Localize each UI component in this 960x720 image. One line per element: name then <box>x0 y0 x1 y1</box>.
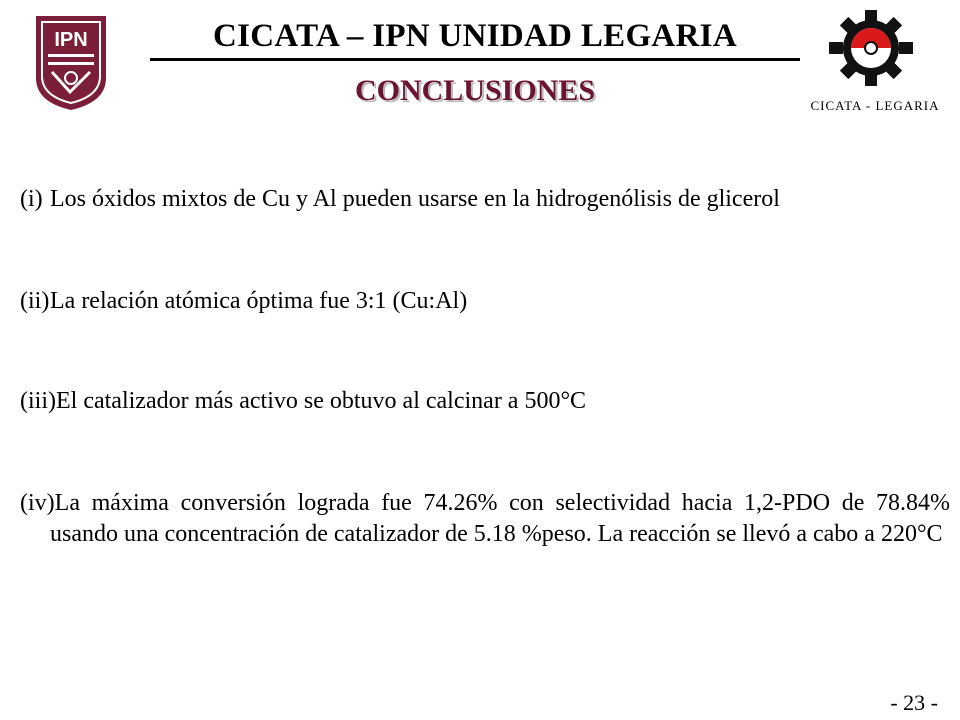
section-heading: CONCLUSIONES <box>354 74 596 107</box>
ipn-shield-logo-icon <box>30 12 112 112</box>
logo-caption: CICATA - LEGARIA <box>810 98 940 113</box>
item-text: La relación atómica óptima fue 3:1 (Cu:Al) <box>50 288 468 314</box>
item-text: La máxima conversión lograda fue 74.26% con selectividad hacia 1,2-PDO de 78.84% usando una concentración de catalizador de 5.18 %peso. La reacción se llevó a cabo a 220°C <box>50 490 950 547</box>
page-number: - 23 - <box>890 690 938 715</box>
title-divider <box>150 58 800 61</box>
item-marker: (iv) <box>20 490 55 516</box>
item-marker: (ii) <box>20 288 50 314</box>
item-marker: (i) <box>20 186 43 212</box>
cicata-gear-logo-icon <box>826 8 916 88</box>
page-title: CICATA – IPN UNIDAD LEGARIA <box>213 18 737 54</box>
conclusion-item <box>20 488 950 550</box>
item-text: El catalizador más activo se obtuvo al calcinar a 500°C <box>56 388 587 414</box>
item-marker: (iii) <box>20 388 56 414</box>
conclusion-item <box>20 286 950 317</box>
conclusion-item <box>20 386 950 417</box>
ipn-logo-text: IPN <box>54 29 88 51</box>
conclusion-item <box>20 184 950 215</box>
item-text: Los óxidos mixtos de Cu y Al pueden usarse en la hidrogenólisis de glicerol <box>50 186 780 212</box>
